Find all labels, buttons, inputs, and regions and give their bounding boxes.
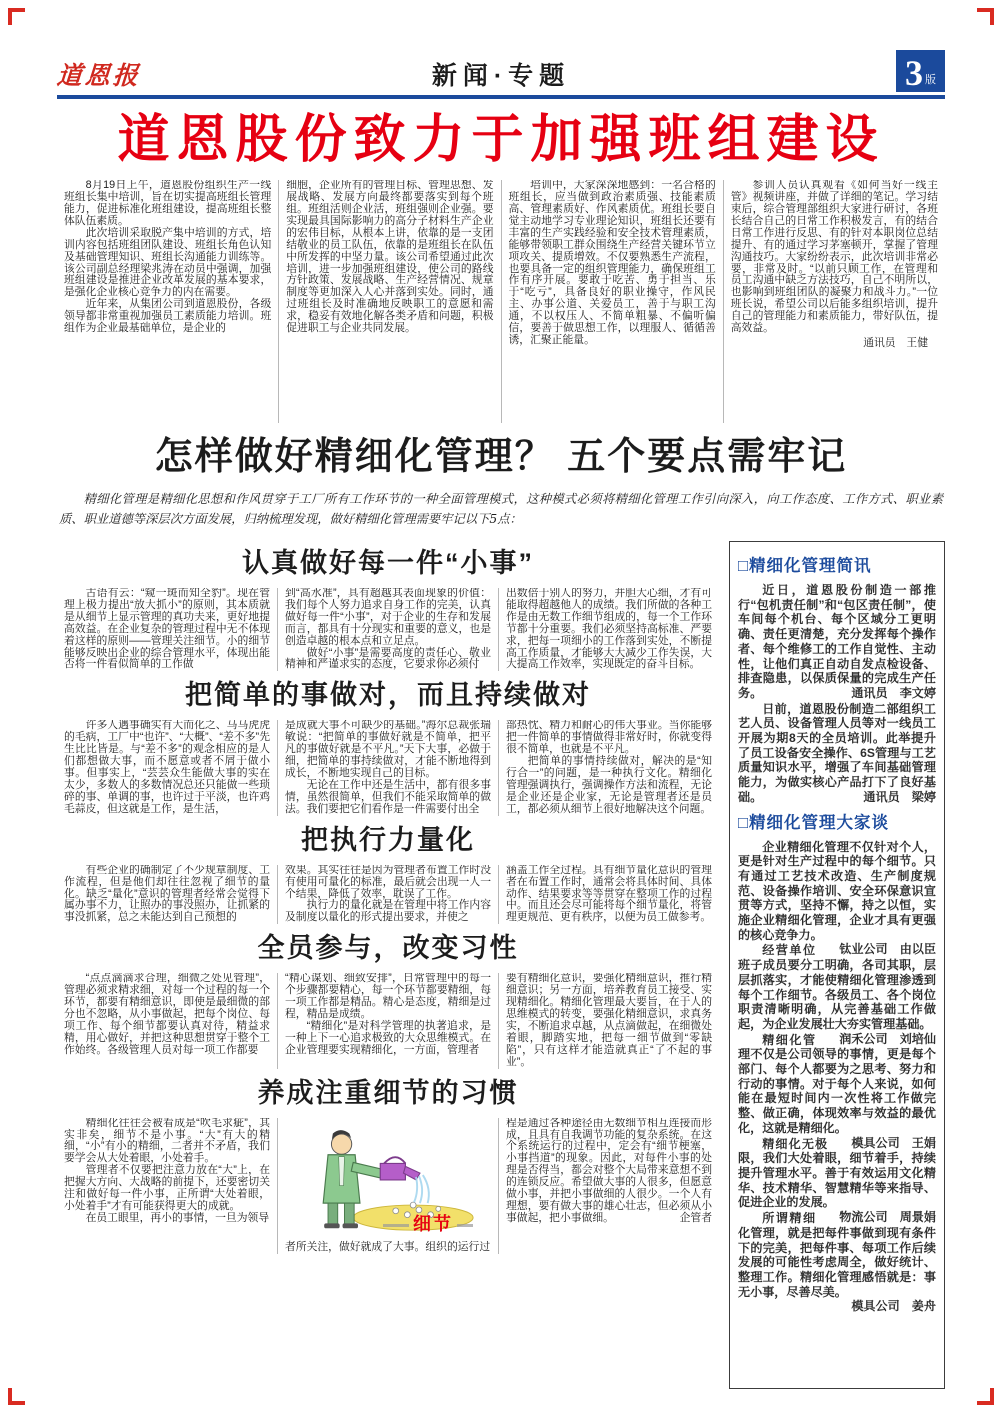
article-column [57, 588, 277, 671]
page-number-suffix: 版 [925, 74, 936, 86]
article2-intro: 精细化管理是精细化思想和作风贯穿于工厂所有工作环节的一种全面管理模式，这种模式必须将精细化管理工作引向深入，向工作态度、工作方式、职业素质、职业道德等深层次方面发展，归纳梳理发现，做好精细化管理需要牢记以下5点： [59, 491, 943, 526]
paragraph: 做好“小事”是需要高度的责任心、敬业精神和严谨求实的态度，它要求你必须付 [285, 646, 491, 671]
byline: 模具公司 王娟 [851, 1135, 936, 1150]
article-column [57, 180, 278, 423]
article-column [501, 180, 723, 423]
newspaper-logo: 道恩报 [55, 61, 142, 90]
sidebar-briefs-title: □精细化管理简讯 [738, 556, 872, 575]
paragraph: 近年来，从集团公司到道恩股份，各级领导都非常重视加强员工素质能力培训。班组作为企业最基础单位，是企业的 [64, 298, 272, 335]
caption-scribble [457, 1224, 473, 1227]
section-title: 认真做好每一件“小事” [242, 547, 534, 578]
article-column [277, 720, 498, 815]
sidebar-brief-item [738, 583, 936, 701]
byline: 模具公司 姜舟 [851, 1299, 936, 1314]
paragraph: 无论在工作中还是生活中，都有很多事情，虽然很简单，但我们不能采取简单的做法。我们要把它们看作是一件需要付出全 [285, 778, 491, 815]
paragraph: 把简单的事情持续做对，解决的是“知行合一”的问题，是一种执行文化。精细化管理强调执行，强调操作方法和流程，无论是企业还是企业家，无论是管理者还是员工，都必须从细节上很好地解决这个问题。 [506, 755, 712, 815]
paragraph: 管理者不仅要把注意力放在“大”上，在把握大方向、大战略的前提下，还要密切关注和做好每一件小事，正所谓“大处着眼，小处着手”才有可能获得更大的成就。 [64, 1164, 270, 1212]
cartoon-illustration [285, 1118, 491, 1236]
paragraph: 古语有云：“窥一斑而知全豹”。现在管理上极力提出“放大抓小”的原则，其本质就是从细节上显示管理的真功夫来，更好地提高效益。在企业复杂的管理过程中无不体现着这样的原则——管理关注细节。小的细节能够反映出企业的综合管理水平，体现出能否将一件看似简单的工作做 [64, 588, 270, 671]
section-do-simple-right [57, 680, 719, 815]
article2-sections [57, 539, 719, 1389]
byline: 通讯员 王健 [863, 336, 928, 349]
article2-headline: 怎样做好精细化管理？ 五个要点需牢记 [154, 436, 848, 479]
paragraph: 精细化往往会被看成是“吹毛求疵”，其实非矣，细节不是小事。“大”有大的精细，“小”有小的精细，二者并不矛盾，我们要学会从大处着眼，小处着手。 [64, 1117, 270, 1165]
article-column [277, 1118, 498, 1254]
brief-text: 日前，道恩股份制造二部组织工艺人员、设备管理人员等对一线员工开展为期8天的全员培训。此举提升了员工设备安全操作、6S管理与工艺质量知识水平，增强了车间基础管理能力，为做实核心产品打下了良好基础。 [738, 701, 936, 804]
cartoon-caption-word: 细节 [413, 1213, 453, 1235]
article1-body [57, 180, 945, 423]
section-title: 全员参与，改变习性 [257, 933, 519, 964]
article-column [57, 720, 277, 815]
paragraph: 者所关注，做好就成了大事。组织的运行过 [285, 1240, 491, 1253]
paragraph: 部热忱、精力和耐心的伟大事业。当你能够把一件简单的事情做得非常好时，你就变得很不简单，也就是不平凡。 [506, 720, 712, 756]
article-column [498, 1118, 719, 1254]
byline: 通讯员 李文婷 [851, 685, 936, 700]
paragraph: 要有精细化意识，要强化精细意识，推行精细意识；另一方面，培养教育员工接受、实现精细化。精细化管理最大要旨，在于人的思维模式的转变，要强化精细意识，求真务实，不断追求卓越，从点滴做起，在细微处着眼，脚踏实地，把每一细节做到“零缺陷”，只有这样才能造就真正“了不起的事业”。 [506, 973, 712, 1068]
paragraph [506, 1118, 712, 1225]
article-column [277, 588, 498, 671]
registration-mark [8, 1388, 25, 1405]
byline: 物流公司 周景娟 [839, 1210, 936, 1225]
registration-mark [977, 1388, 994, 1405]
header-rule [57, 95, 945, 99]
paragraph: 到“高水准”，具有超越其表面现象的价值：我们每个人努力追求自身工作的完美，认真做好每一件“小事”，对于企业的生存和发展而言，都具有十分现实和重要的意义，也是创造卓越的根本点和立足点。 [285, 588, 491, 647]
section-label: 新闻·专题 [431, 62, 571, 90]
section-title: 把执行力量化 [301, 824, 475, 855]
article-column [498, 720, 719, 815]
lower-page [57, 539, 945, 1389]
paragraph: 有些企业的确制定了不少规章制度、工作流程，但是他们却往往忽视了细节的量化。缺乏“量化”意识的管理者经常会觉得下属办事不力，让照办的事没照办，让抓紧的事没抓紧，总之未能达到自己预想的 [64, 864, 270, 924]
paragraph: 在员工眼里，再小的事情，一旦为领导 [85, 1211, 270, 1224]
paragraph: 8月19日上午，道恩股份组织生产一线班组长集中培训，旨在切实提高班组长管理能力，促进标准化班组建设，提高班组长整体队伍素质。 [64, 180, 272, 227]
section-quantify-execution [57, 825, 719, 925]
sidebar-talk-item [738, 839, 936, 957]
talk-text: 所谓精细化管理，就是把每件事做到现有条件下的完美，把每件事、每项工作后续发展的可能性考虑周全，做好统计、整理工作。精细化管理感悟就是：事无小事，尽善尽美。 [738, 1211, 936, 1299]
byline: 企管者 [679, 1211, 712, 1224]
article-column [57, 1118, 277, 1254]
article-column [498, 973, 719, 1068]
talk-text: 精细化无极限，我们大处着眼，细节着手，持续提升管理水平。善于有效运用文化精华、技术精华、智慧精华等来指导、促进企业的发展。 [738, 1136, 936, 1210]
article-column [278, 180, 500, 423]
page-header [57, 46, 945, 92]
byline: 通讯员 梁婷 [863, 789, 936, 804]
paragraph: “精细化”是对科学管理的执著追求，是一种上下一心追求极致的大众思维模式。在企业管理要实现精细化，一方面，管理者 [285, 1019, 491, 1056]
section-title: 养成注重细节的习惯 [257, 1077, 519, 1108]
paragraph: 培训中，大家深深地感到：一名合格的班组长，应当做到政治素质强、技能素质高、管理素质好、作风素质优。班组长要自觉主动地学习专业理论知识，班组长还要有丰富的生产实践经验和安全技术管理素质，能够带领职工群众围绕生产经营关键环节立项攻关、提质增效。不仅要熟悉生产流程，也要具备一定的组织管理能力，确保班组工作有序开展。要敢于吃苦、勇于担当、乐于“吃亏”，具备良好的职业操守，作风民主、办事公道、关爱员工，善于与职工沟通，不以权压人、不简单粗暴、不偏听偏信，要善于做思想工作，以理服人、循循善诱，汇聚正能量。 [508, 180, 716, 346]
paragraph: “精心谋划、细致安排”，日常管理中的每一个步骤都要精心，每一个环节都要精细，每一项工作都是精品。精心是态度，精细是过程，精品是成绩。 [285, 973, 491, 1021]
sidebar-box [729, 541, 945, 1389]
talk-text: 经营单位班子成员要分工明确，各司其职，层层抓落实，才能使精细化管理渗透到每个工作细节。各级员工、各个岗位职责清晰明确，从完善基础工作做起，为企业发展壮大夯实管理基础。 [738, 943, 936, 1031]
sidebar-brief-item [738, 702, 936, 805]
paragraph: “点点滴滴求合理，细微之处见管理”，管理必须求精求细，对每一个过程的每一个环节，都要有精细意识，即使是最细微的部分也不忽略，从小事做起，把每个岗位、每项工作、每个细节都要认真对待，精益求精，用心做好，并把这种思想贯穿于整个工作始终。各级管理人员对每一项工作都要 [64, 973, 270, 1056]
article1-headline: 道恩股份致力于加强班组建设 [117, 111, 885, 169]
paragraph: 效果。其实往往是因为管理者布置工作时没有使用可量化的标准，最后就会出现一人一个结果，降低了效率，耽误了工作。 [285, 864, 491, 900]
paragraph: 是成就大事不可缺少的基础。”海尔总裁张瑞敏说：“把简单的事做好就是不简单，把平凡的事做好就是不平凡。”天下大事，必做于细，把简单的事持续做对，才能不断地得到成长，不断地实现自己的目标。 [285, 720, 491, 780]
article-column [277, 865, 498, 925]
paragraph: 许多人遇事确实有大而化之、马马虎虎的毛病，工厂中“也许”、“大概”、“差不多”先生比比皆是。与“差不多”的观念相应的是人们都想做大事，而不愿意或者不屑于做小事。但事实上，“芸芸众生能做大事的实在太少，多数人的多数情况总还只能做一些琐碎的事、单调的事，也许过于平淡，也许鸡毛蒜皮，但这就是工作，是生活， [64, 720, 270, 815]
byline: 钛业公司 由以臣 [839, 942, 936, 957]
sidebar-talks-title: □精细化管理大家谈 [738, 813, 889, 832]
paragraph-text: 程是通过各种途径由无数细节相互连接而形成，且具有自我调节功能的复杂系统。在这个系统运行的过程中，定会有“细节梗塞，小事挡道”的现象。因此，对每件小事的处理是否得当，都会对整个大局带来意想不到的连锁反应。希望做大事的人很多，但愿意做小事，并把小事做细的人很少。一个人有理想，要有做大事的雄心壮志，但必须从小事做起，把小事做细。 [506, 1117, 712, 1224]
registration-mark [8, 8, 25, 25]
paragraph: 参训人员认真观看《如何当好一线主管》视频讲座，并做了详细的笔记。学习结束后，综合管理部组织大家进行研讨，各班长结合自己的日常工作积极发言，有的结合日常工作进行反思、有的针对本职岗位总结提升、有的通过学习茅塞顿开，掌握了管理沟通技巧。大家纷纷表示，此次培训非常必要，非常及时。“以前只顾工作，在管理和员工沟通中缺乏方法技巧，自己不明所以，也影响到班组团队的凝聚力和战斗力。”一位班长说，希望公司以后能多组织培训，提升自己的管理能力和素质能力，带好队伍，提高效益。 [730, 180, 938, 335]
paragraph: 执行力的量化就是在管理中将工作内容及制度以量化的形式提出要求，并使之 [285, 899, 491, 924]
section-habit-of-details [57, 1078, 719, 1254]
article-column [723, 180, 945, 423]
article-column [498, 865, 719, 925]
brief-text: 近日，道恩股份制造一部推行“包机责任制”和“包区责任制”，使车间每个机台、每个区域分工更明确、责任更清楚，充分发挥每个操作者、每个维修工的工作自觉性、主动性，让他们真正自动自发点检设备、排查隐患，以保质保量的完成生产任务。 [738, 582, 936, 700]
artist-signature [383, 1224, 409, 1227]
registration-mark [977, 8, 994, 25]
paragraph: 细胞，企业所有的管理目标、管理思想、发展战略、发展方向最终都要落实到每个班组。班组活则企业活，班组强则企业强。要实现最具国际影响力的高分子材料生产企业的宏伟目标，从根本上讲，依靠的是一支团结敬业的员工队伍，依靠的是班组长在队伍中所发挥的中坚力量。该公司希望通过此次培训，进一步加强班组建设，使公司的路线方针政策、发展战略、生产经营情况、规章制度等更加深入人心并落到实处。同时，通过班组长及时准确地反映职工的意愿和需求，稳妥有效地化解各类矛盾和问题，积极促进职工与企业共同发展。 [286, 180, 494, 335]
page-number: 3 [905, 52, 923, 93]
cartoon-caption [285, 1210, 491, 1236]
article-column [277, 973, 498, 1068]
paragraph: 此次培训采取脱产集中培训的方式，培训内容包括班组团队建设、班组长角色认知及基础管理知识、班组长沟通能力训练等。该公司副总经理梁兆涛在动员中强调，加强班组建设是推进企业改革发展的基本要求，是强化企业核心竞争力的内在需要。 [64, 226, 272, 299]
paragraph: 涵盖工作全过程。具有细节量化意识的管理者在布置工作时，通常会将具体时间、具体动作、结果要求等等贯穿在整项工作的过程中。而且还会尽可能将每个细节量化，将管理更规范、更有秩序，以便为员工做参考。 [506, 864, 712, 924]
section-title: 把简单的事做对，而且持续做对 [185, 680, 591, 711]
talk-text: 精细化管理不仅是公司领导的事情，更是每个部门、每个人都要为之思考、努力和行动的事情。对于每个人来说，如何能在最短时间内一次性将工作做完整、做正确，体现效率与效益的最优化，这就是精细化。 [738, 1032, 936, 1135]
sidebar-talk-item [738, 1032, 936, 1150]
article-column [498, 588, 719, 671]
section-small-things [57, 548, 719, 671]
paragraph: 出数倍于别人的努力，并胆大心细，才有可能取得超越他人的成绩。我们所做的各种工作是由无数工作细节组成的，每一个工作环节都十分重要。我们必须坚持高标准、严要求，把每一项细小的工作落到实处，不断提高工作质量，才能够大大减少工作失误，大大提高工作效率，实现既定的奋斗目标。 [506, 588, 712, 671]
article-column [57, 973, 277, 1068]
section-everyone-participates [57, 933, 719, 1068]
byline: 润禾公司 刘培仙 [839, 1031, 936, 1046]
talk-text: 企业精细化管理不仅针对个人，更是针对生产过程中的每个细节。只有通过工艺技术改造、生产制度规范、设备操作培训、安全环保意识宣贯等方式，坚持不懈，持之以恒，实施企业精细化管理，企业才具有更强的核心竞争力。 [738, 839, 936, 942]
article-column [57, 865, 277, 925]
